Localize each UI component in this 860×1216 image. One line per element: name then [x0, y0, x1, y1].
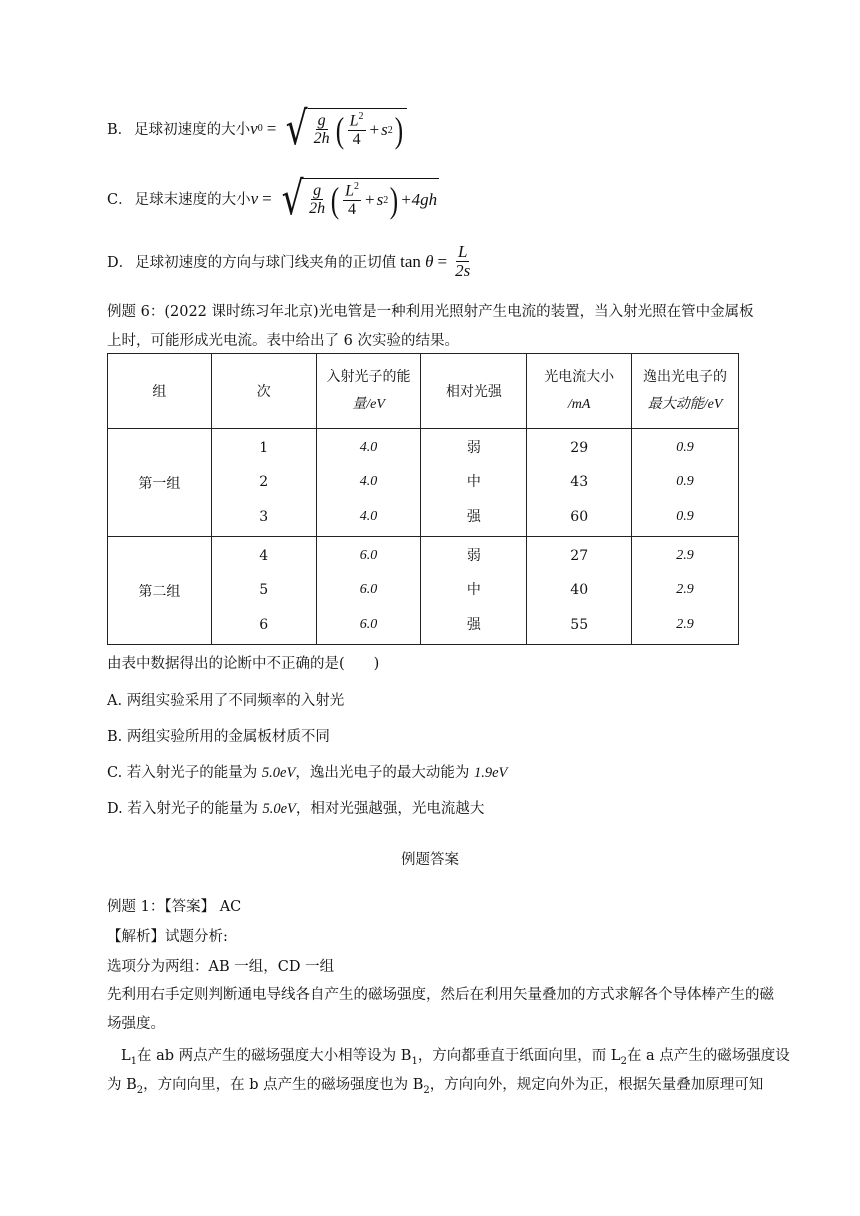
- example6-intro-line1: 例题 6：(2022 课时练习年北京)光电管是一种利用光照射产生电流的装置，当入射光照在管中金属板: [107, 304, 754, 320]
- option-d: [107, 243, 474, 281]
- option-groups-line: 选项分为两组：AB 一组，CD 一组: [107, 959, 335, 975]
- table-row: 第二组 4 5 6 6.0 6.0 6.0 弱 中 强 27 40 55 2.9 2.9 2.9: [108, 537, 739, 645]
- group-name: 第一组: [108, 429, 212, 537]
- option-d-label: D．: [107, 255, 134, 272]
- group-name: 第二组: [108, 537, 212, 645]
- option-b-label: B．: [107, 122, 133, 139]
- photoelectric-table: [107, 353, 739, 645]
- header-trial: 次: [211, 354, 316, 429]
- option-c-label: C．: [107, 192, 133, 209]
- sqrt-icon: √ $\frac{g}{2h}$ ( $\frac{L^2}{4}$ + s 2 ) +4gh: [281, 171, 438, 225]
- choice-d: D. 若入射光子的能量为 5.0eV，相对光强越强，光电流越大: [107, 801, 485, 817]
- option-c-text: 足球末速度的大小: [134, 192, 251, 209]
- option-b-formula: v 0 = √ $\frac{g}{2h}$ ( $\frac{L^2}{4}$ + s 2 ): [250, 108, 407, 149]
- choice-b: B. 两组实验所用的金属板材质不同: [107, 729, 330, 745]
- example6-question: 由表中数据得出的论断中不正确的是( ): [107, 656, 380, 672]
- table-row: 第一组 1 2 3 4.0 4.0 4.0 弱 中 强 29 43 60 0.9 0.9 0.9: [108, 429, 739, 537]
- header-ke: 逸出光电子的 最大动能/eV: [632, 354, 739, 429]
- choice-c: C. 若入射光子的能量为 5.0eV，逸出光电子的最大动能为 1.9eV: [107, 765, 508, 781]
- header-group: 组: [108, 354, 212, 429]
- option-d-formula: tan θ = $\frac{L}{2s}$: [400, 242, 471, 280]
- table-header-row: [108, 354, 739, 429]
- option-c-formula: v = √ $\frac{g}{2h}$ ( $\frac{L^2}{4}$ + s 2 ) +4gh: [250, 171, 438, 225]
- option-c: [107, 171, 439, 225]
- option-b: [107, 101, 407, 155]
- example6-intro-line2: 上时，可能形成光电流。表中给出了 6 次实验的结果。: [107, 333, 459, 349]
- example1-answer: 例题 1：【答案】 AC: [107, 899, 242, 915]
- option-d-text: 足球初速度的方向与球门线夹角的正切值: [135, 255, 397, 272]
- analysis-para3: 为 $B_2$，方向向里，在 b 点产生的磁场强度也为 $B_2$，方向向外，规定向外为正，根据矢量叠加原理可知: [107, 1077, 764, 1096]
- header-energy: 入射光子的能 量/eV: [316, 354, 421, 429]
- analysis-heading: 【解析】试题分析:: [107, 929, 228, 945]
- sqrt-icon: √ $\frac{g}{2h}$ ( $\frac{L^2}{4}$ + s 2 ): [282, 108, 406, 149]
- choice-a: A. 两组实验采用了不同频率的入射光: [107, 693, 345, 709]
- answers-title: 例题答案: [401, 852, 459, 868]
- analysis-para2: $L_1$在 ab 两点产生的磁场强度大小相等设为 $B_1$，方向都垂直于纸面向里，而 $L_2$在 a 点产生的磁场强度设: [121, 1048, 790, 1067]
- analysis-para1: 先利用右手定则判断通电导线各自产生的磁场强度，然后在利用矢量叠加的方式求解各个导体棒产生的磁场强度。: [107, 987, 774, 1032]
- option-b-text: 足球初速度的大小: [134, 122, 251, 139]
- header-intensity: 相对光强: [421, 354, 527, 429]
- header-current: 光电流大小 /mA: [527, 354, 632, 429]
